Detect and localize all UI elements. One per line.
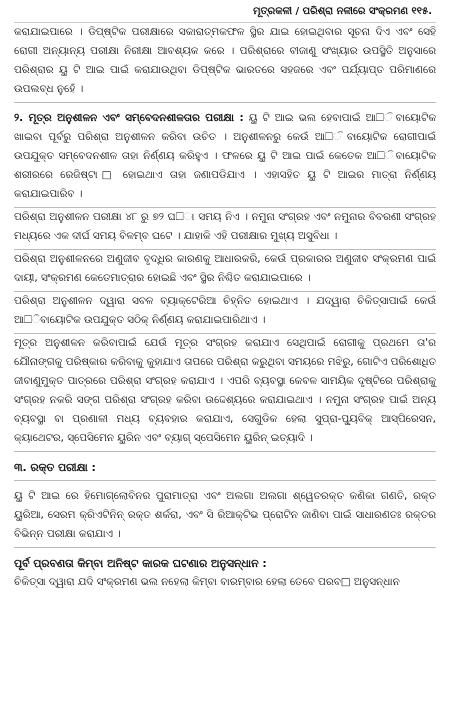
- section-2-block: [14, 109, 436, 208]
- running-head: [14, 0, 436, 23]
- paragraph-6: ମୂତ୍ର ଅନୁଶୀଳନ କରିବାପାଇଁ ଯେଉଁ ମୂତ୍ର ସଂଗ୍ରହ କରାଯାଏ ସେଥିପାଇଁ ରୋଗୀକୁ ପ୍ରଥମେ ତା'ର ଯୌନାଙ୍ଗକୁ ପରିଷ୍କାର କରିବାକୁ କୁହାଯାଏ ତାପରେ ପରିଶ୍ରା କରୁଥିବା ସମୟରେ ମଝିରୁ, ଗୋଟିଏ ପରିଶୋଧିତ ଜୀବାଣୁମୁକ୍ତ ପାତ୍ରରେ ପରିଶ୍ରା ସଂଗ୍ରହ କରାଯାଏ । ଏପରି ବ୍ୟବସ୍ଥା କେବଳ ସାମୟିକ ଦୃଷ୍ଟିରେ ପରିଶ୍ରାକୁ ସଂଗ୍ରହ ନକରି ସଙ୍ଗ ପରିଶ୍ରା ସଂଗ୍ରହ କରିବା ଉଦ୍ଦେଶ୍ୟରେ କରାଯାଇଥାଏ । ନମୁନା ସଂଗ୍ରହ ପାଇଁ ଅନ୍ୟ ବ୍ୟବସ୍ଥା ବା ପ୍ରଣାଳୀ ମଧ୍ୟ ବ୍ୟବହାର କରାଯାଏ, ସେଗୁଡିକ ହେଲା ସୁପ୍ରା-ପ୍ୟୁବିକ୍ ଆସ୍ପିରେସନ, କ୍ୟାଥେଟର, ସ୍ପେସିମେନ ୟୁରିନ ଏବଂ ବ୍ୟାଗ୍ ସ୍ପେସିମେନ ୟୁରିନ୍ ଇତ୍ୟାଦି ।: [14, 337, 436, 444]
- paragraph-8: ଚିକିତ୍ସା ଦ୍ୱାରା ଯଦି ସଂକ୍ରମଣ ଭଲ ନହେଲା କିମ୍ବା ବାରମ୍ବାର ହେଲା ତେବେ ପରବ□ ଅନୁସନ୍ଧାନ: [14, 576, 400, 588]
- paragraph-1-block: [14, 23, 436, 103]
- section-3-heading: ୩. ରକ୍ତ ପରୀକ୍ଷା :: [14, 461, 96, 474]
- section-2-heading: ୨. ମୂତ୍ର ଅନୁଶୀଳନ ଏବଂ ସମ୍ବେଦନଶୀଳତାର ପରୀକ୍ଷା :: [14, 112, 244, 124]
- running-head-text: ମୂତ୍ରକଳୀ / ପରିଶ୍ରା ନଳୀରେ ସଂକ୍ରମଣ ୧୧୫.: [253, 5, 432, 17]
- paragraph-4: ପରିଶ୍ରା ଅନୁଶୀଳନରେ ଅଣୁଜୀବ ବୃଦ୍ଧିର କାରଣକୁ ଆଧାରକରି, କେଉଁ ପ୍ରକାରର ଅଣୁଜୀବ ସଂକ୍ରମଣ ପାଇଁ ଦାୟୀ, ସଂକ୍ରମଣ କେତେମାତ୍ରାର ହୋଇଛି ଏବଂ ସ୍ଥିର ନିଶ୍ଚିତ କରାଯାଇପାରେ ।: [14, 253, 436, 284]
- predisposition-heading: ପୂର୍ବ ପ୍ରବଣତା କିମ୍ବା ଅନିଷ୍ଟ କାରକ ଘଟଣାର ଅନୁସନ୍ଧାନ :: [14, 557, 267, 570]
- paragraph-7-block: [14, 487, 436, 548]
- paragraph-4-block: [14, 250, 436, 292]
- paragraph-3: ପରିଶ୍ରା ଅନୁଶୀଳନ ପରୀକ୍ଷା ୪୮ ରୁ ୭୨ ଘ□ା ସମୟ ନିଏ । ନମୁନା ସଂଗ୍ରହ ଏବଂ ନମୁନାର ବିବରଣୀ ସଂଗ୍ରହ ମଧ୍ୟରେ ଏକ ଦୀର୍ଘ ସମୟ ବିଳମ୍ବ ଘଟେ । ଯାହାକି ଏହି ପରୀକ୍ଷାର ମୁଖ୍ୟ ଅସୁବିଧା ।: [14, 211, 436, 242]
- section-2-paragraph: [14, 109, 436, 204]
- section-3-block: [14, 458, 436, 481]
- paragraph-7: ୟୁ ଟି ଆଇ ରେ ହିମୋଗ୍ଲୋବିନର ପୁରାମାତ୍ରା ଏବଂ ଅଲଗା ଅଲଗା ଶ୍ୱେତରକ୍ତ କଣିକା ଗଣତି, ରକ୍ତ ୟୁରିଆ, ସେରମ କ୍ରିଏଟିନିନ୍ ରକ୍ତ ଶର୍କରା, ଏବଂ ସି ରିଆକ୍ଟିଭ ପ୍ରୋଟିନ ଜାଣିବା ପାଇଁ ସାଧାରଣତଃ ରକ୍ତର ବିଭିନ୍ନ ପରୀକ୍ଷା କରାଯାଏ ।: [14, 490, 436, 540]
- section-2-text: ୟୁ ଟି ଆଇ ଭଲ ହେବାପାଇଁ ଆ□ିବାୟୋଟିକ ଖାଇବା ପୂର୍ବରୁ ପରିଶ୍ରା ଅନୁଶୀଳନ କରିବା ଉଚିତ । ଅନୁଶୀଳନରୁ କେଉଁ ଆ□ିବାୟୋଟିକ ରୋଗୀପାଇଁ ଉପଯୁକ୍ତ ସମ୍ବେଦନଶୀଳ ତାହା ନିର୍ଣ୍ଣୟ କରିହୁଏ । ଫଳରେ ୟୁ ଟି ଆଇ ପାଇଁ କେତେକ ଆ□ିବାୟୋଟିକ ଶରୀରରେ ରେଜିଷ୍ଟା□ ହୋଇଥାଏ ତାହା ଜଣାପଡିଯାଏ । ଏହାସହିତ ୟୁ ଟି ଆଇର ମାତ୍ରା ନିର୍ଣ୍ଣୟ କରାଯାଇପାରିବ ।: [14, 112, 436, 200]
- section-predisposition-block: [14, 554, 436, 592]
- paragraph-1: କରାଯାଇପାରେ । ଡିପ୍‌ଷ୍ଟିକ ପରୀକ୍ଷାରେ ସକାରାତ୍ମକଫଳ ସ୍ଥିର ଯାଇ ହୋଇଥିବାର ସୂଚନା ଦିଏ ଏବଂ ସେହି ରୋଗୀ ଅନ୍ୟାନ୍ୟ ପରୀକ୍ଷା ନିରୀକ୍ଷା ଆବଶ୍ୟକ କରେ । ପରିଶ୍ରାରେ ବୀଜାଣୁ ସଂଖ୍ୟାର ଉପସ୍ଥିତି ଅନୁସାରେ ପରିଶ୍ରାର ୟୁ ଟି ଆଇ ପାଇଁ କରାଯାଉଥିବା ଡିପ୍‌ଷ୍ଟିକ ଭାରତରେ ସହଜରେ ଏବଂ ପର୍ଯ୍ୟାପ୍ତ ପରିମାଣରେ ଉପଲବ୍ଧ ନୁହେଁ ।: [14, 26, 436, 95]
- paragraph-3-block: [14, 208, 436, 250]
- paragraph-6-block: [14, 334, 436, 452]
- paragraph-5-block: [14, 292, 436, 334]
- paragraph-5: ପରିଶ୍ରା ଅନୁଶୀଳନ ଦ୍ୱାରା ସବଳ ବ୍ୟାକ୍ଟେରିଆ ଚିହ୍ନିତ ହୋଇଥାଏ । ଯଦ୍ୱାରା ଚିକିତ୍ସାପାଇଁ କେଉଁ ଆ□ିବାୟୋଟିକ ଉପଯୁକ୍ତ ସଠିକ୍ ନିର୍ଣ୍ଣୟ କରାଯାଇପାରିଥାଏ ।: [14, 295, 436, 326]
